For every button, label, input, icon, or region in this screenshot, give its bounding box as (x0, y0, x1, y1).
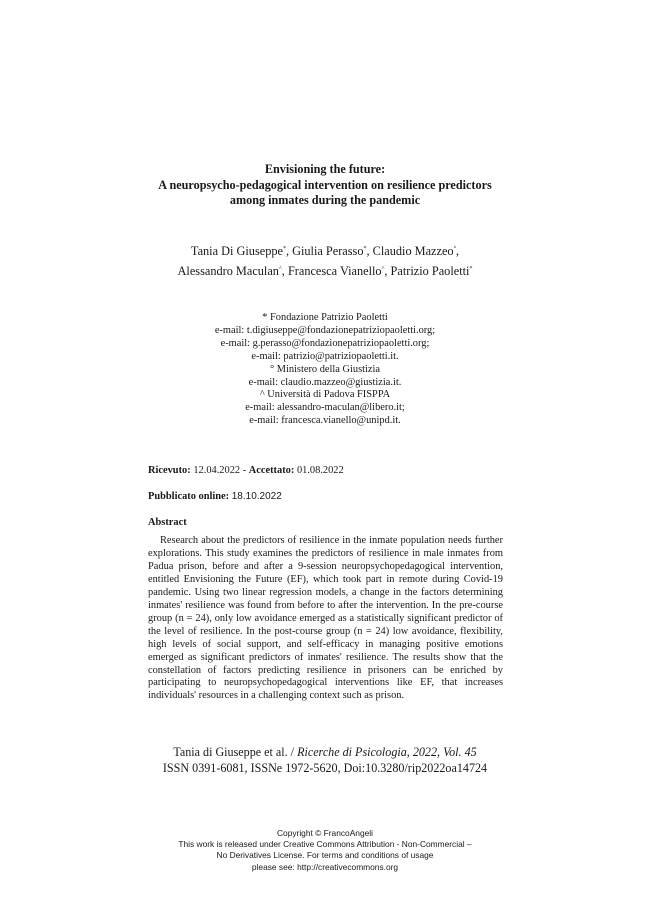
author-line: Tania Di Giuseppe*, Giulia Perasso*, Claudio Mazzeo°, (190, 244, 460, 258)
copyright-line: Copyright © FrancoAngeli (276, 828, 373, 838)
author-name: Alessandro Maculan (177, 264, 279, 278)
title-line: A neuropsycho-pedagogical intervention on resilience predictors (158, 177, 492, 192)
copyright-line: please see: http://creativecommons.org (251, 861, 399, 872)
affiliation-line: ^ Università di Padova FISPPA (259, 389, 391, 401)
received-accepted-dates: Ricevuto: 12.04.2022 - Accettato: 01.08.2022 (148, 465, 344, 476)
affiliation-line: e-mail: francesca.vianello@unipd.it. (249, 415, 401, 427)
accepted-date: 01.08.2022 (296, 465, 344, 476)
author-name: Patrizio Paoletti (390, 264, 470, 278)
affiliation-line: * Fondazione Patrizio Paoletti (262, 312, 388, 323)
citation-authors: Tania di Giuseppe et al. / (173, 745, 295, 759)
affiliation-line: e-mail: claudio.mazzeo@giustizia.it. (248, 376, 402, 388)
author-mark: ^ (278, 265, 282, 272)
affiliation-line: e-mail: g.perasso@fondazionepatriziopaoletti.org; (220, 337, 430, 349)
affiliation-line: e-mail: t.digiuseppe@fondazionepatriziopaoletti.org; (214, 324, 436, 336)
citation-line (120, 744, 530, 760)
author-name: Claudio Mazzeo (372, 244, 454, 258)
author-mark: * (363, 245, 367, 252)
author-name: Giulia Perasso (292, 244, 364, 258)
paper-title (100, 162, 550, 209)
citation-journal: Ricerche di Psicologia, 2022, Vol. 45 (297, 745, 477, 759)
affiliation-line: e-mail: patrizio@patriziopaoletti.it. (251, 350, 399, 362)
affiliation-line: e-mail: alessandro-maculan@libero.it; (245, 402, 405, 414)
published-label: Pubblicato online: (148, 491, 230, 502)
copyright-line: This work is released under Creative Commons Attribution - Non-Commercial – (178, 839, 472, 850)
accepted-label: Accettato: (248, 465, 295, 476)
author-mark: ° (453, 245, 456, 252)
title-line: among inmates during the pandemic (229, 193, 421, 207)
affiliations (100, 312, 550, 428)
received-date: 12.04.2022 (193, 465, 241, 476)
copyright-line: No Derivatives License. For terms and conditions of usage (216, 850, 434, 861)
affiliation-line: ° Ministero della Giustizia (269, 363, 381, 375)
abstract-text: Research about the predictors of resilience in the inmate population needs further explorations. This study examines the predictors of resilience in male inmates from Padua prison, before and after a 9-session neuropsychopedagogical intervention, entitled Envisioning the Future (EF), which took part in remote during Covid-19 pandemic. Using two linear regression models, a change in the factors determining inmates' resilience was found from before to after the intervention. In the pre-course group (n = 24), only low avoidance emerged as a statistically significant predictor of the level of resilience. In the post-course group (n = 24) low avoidance, flexibility, high levels of social support, and self-efficacy in managing positive emotions emerged as significant predictors of inmates' resilience. The results show that the constellation of factors predicting resilience in prisoners can be enriched by participating to neuropsychopedagogical interventions like EF, that increases individuals' resources in a challenging context such as prison. (148, 535, 503, 702)
abstract-heading: Abstract (148, 517, 187, 528)
author-mark: * (282, 245, 286, 252)
copyright-notice (120, 828, 530, 873)
citation-block (120, 744, 530, 776)
title-line: Envisioning the future: (264, 162, 386, 176)
received-label: Ricevuto: (148, 465, 191, 476)
author-line: Alessandro Maculan^, Francesca Vianello^, Patrizio Paoletti* (177, 264, 473, 278)
citation-ids: ISSN 0391-6081, ISSNe 1972-5620, Doi:10.3280/rip2022oa14724 (162, 761, 488, 775)
published-date-line (148, 491, 282, 502)
author-name: Francesca Vianello (287, 264, 382, 278)
published-date: 18.10.2022 (231, 491, 282, 502)
author-mark: * (469, 265, 473, 272)
author-mark: ^ (381, 265, 385, 272)
author-list (100, 241, 550, 281)
author-name: Tania Di Giuseppe (190, 244, 283, 258)
